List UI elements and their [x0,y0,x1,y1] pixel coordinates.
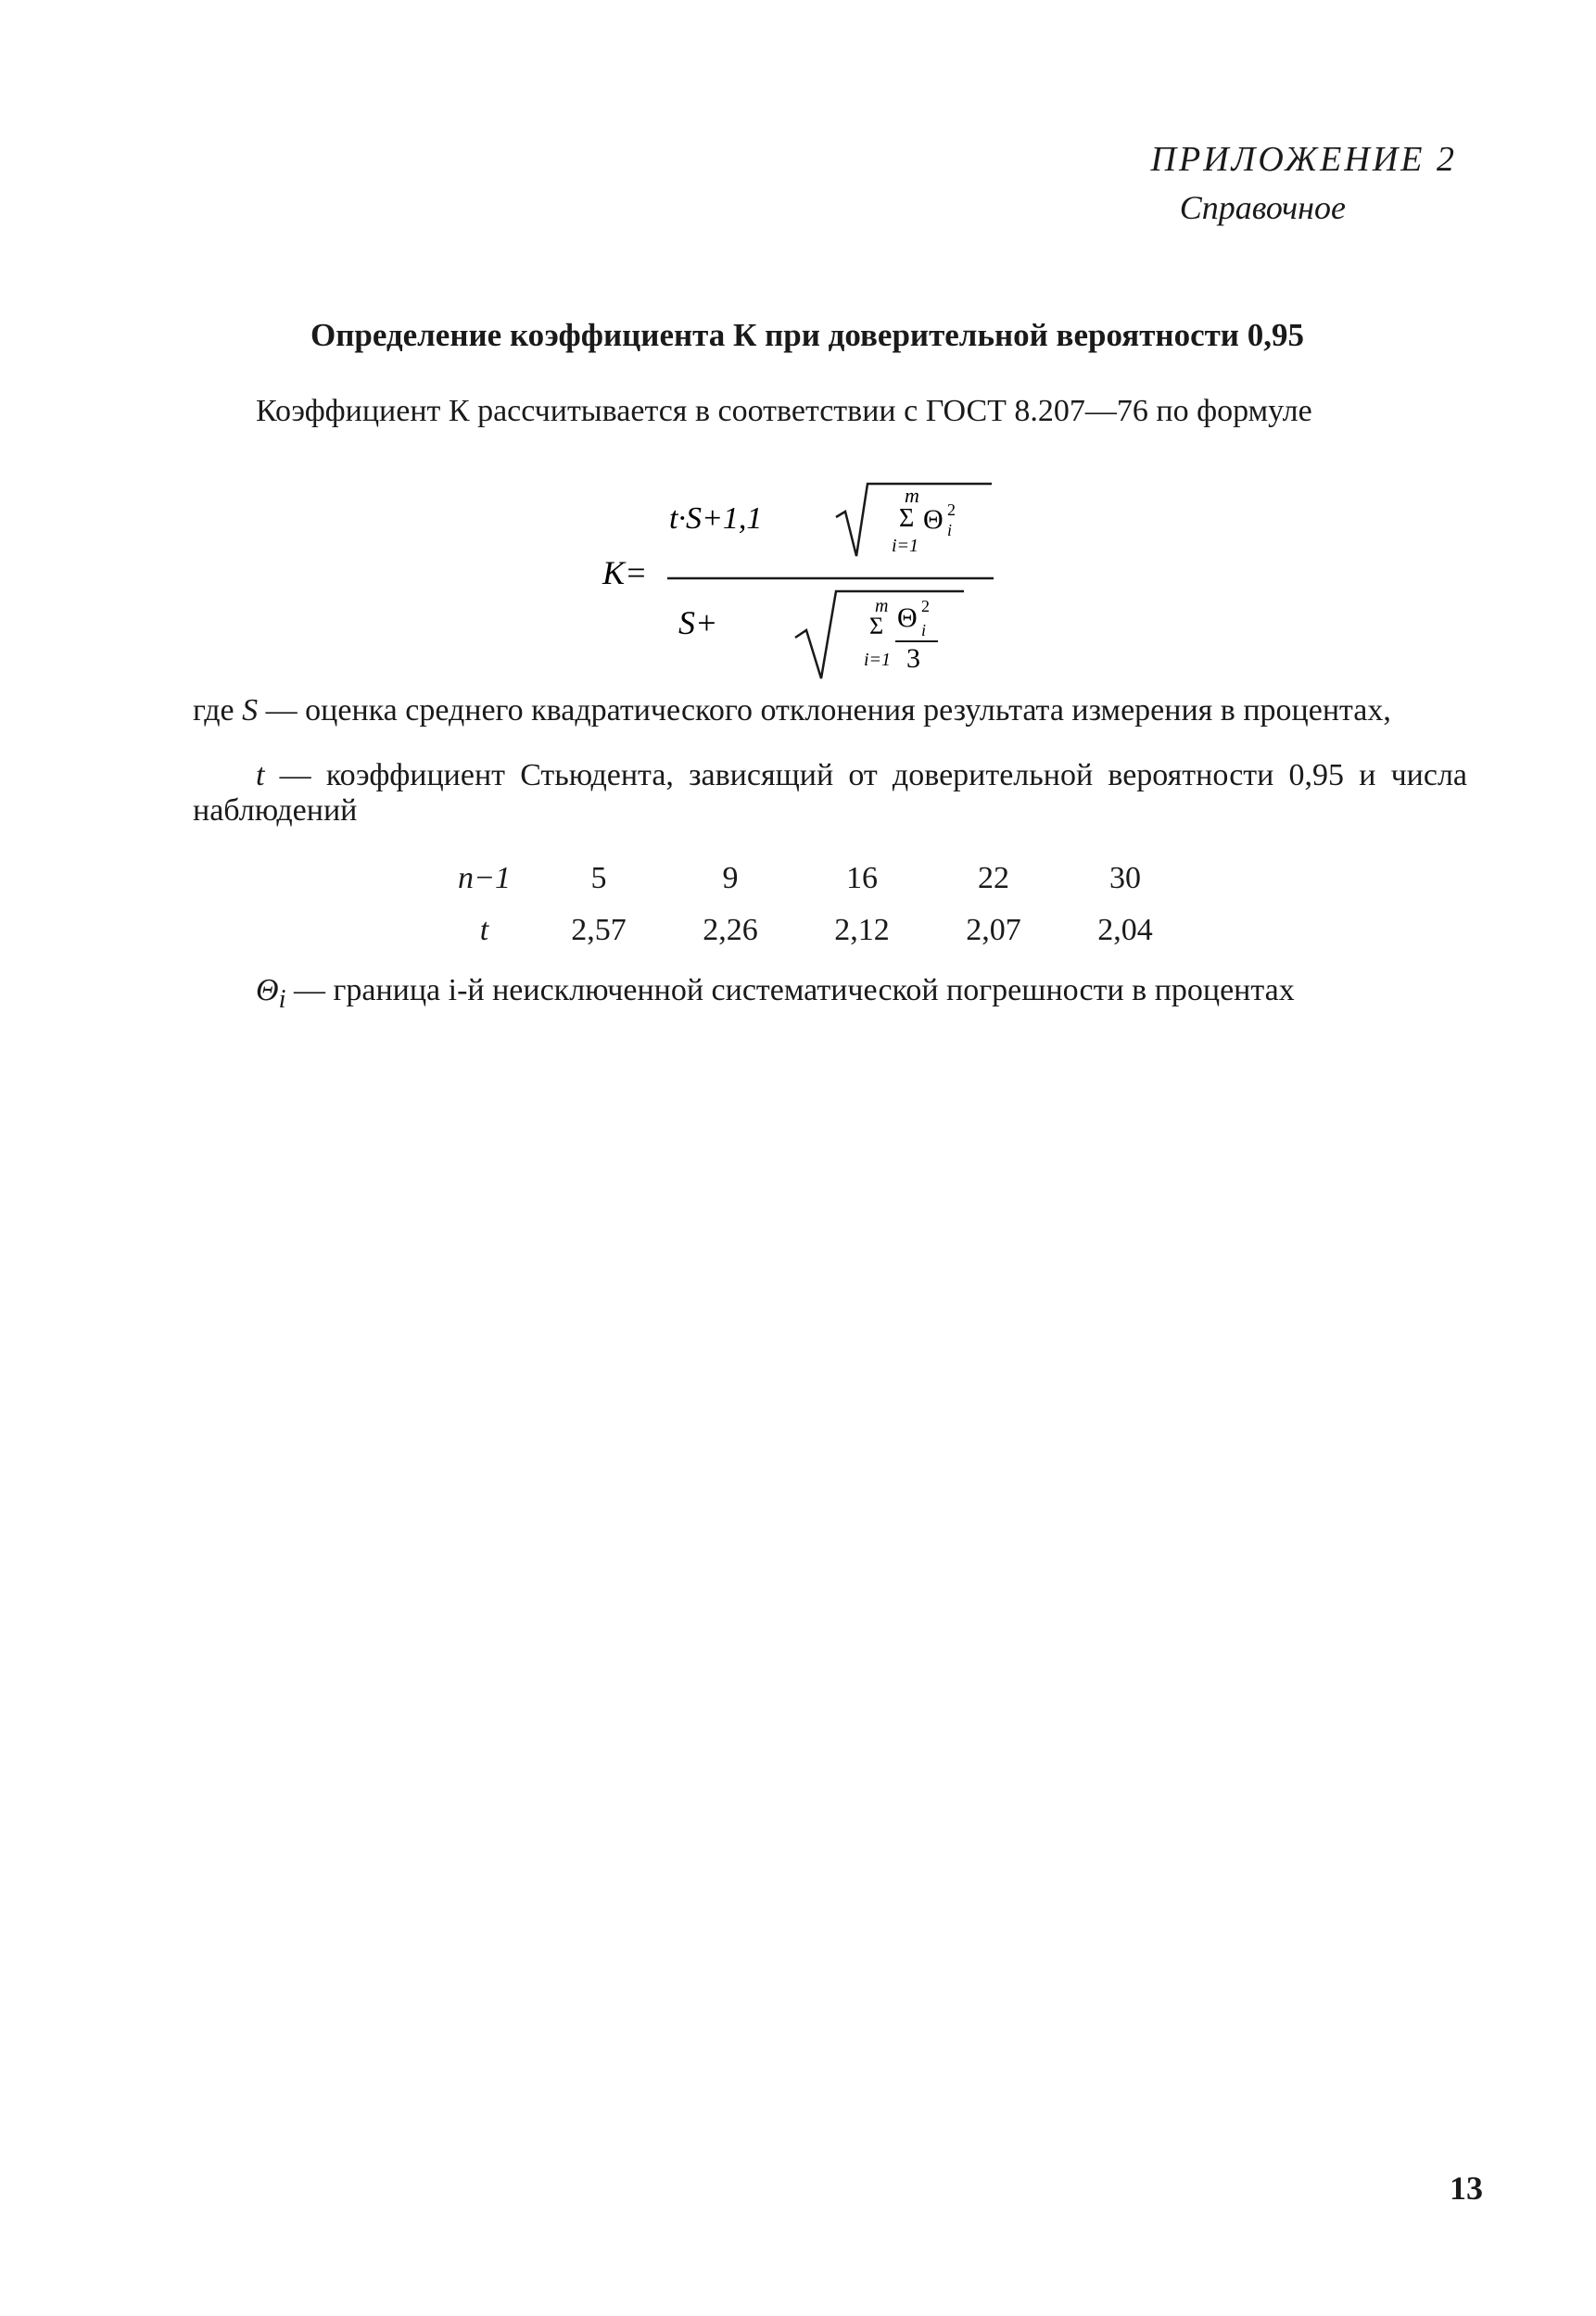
definition-s-symbol: S [242,693,259,728]
num-theta-pow: 2 [947,500,956,519]
formula-numerator-term: t·S+1,1 [669,501,763,536]
table-cell: 22 [978,861,1009,895]
num-theta-sub: i [947,521,953,539]
table-row-n [436,853,1191,905]
num-theta: Θ [923,504,944,535]
formula-denominator-term: S+ [678,604,718,641]
table-cell: 30 [1109,861,1141,895]
k-formula [593,463,1020,695]
intro-paragraph: Коэффициент К рассчитывается в соответствии с ГОСТ 8.207—76 по формуле [256,394,1312,428]
den-sum-lower: i=1 [864,650,892,670]
table-cell: 2,26 [703,913,758,947]
definition-t [193,758,1467,829]
table-cell: 9 [722,861,739,895]
den-theta: Θ [897,602,918,633]
den-divisor: 3 [906,643,920,674]
definition-s [193,693,1467,728]
row-header-n: n−1 [458,861,511,895]
student-coefficient-table [436,853,1191,956]
definition-theta [193,973,1467,1018]
num-sum-lower: i=1 [892,536,919,556]
definition-t-text: — коэффициент Стьюдента, зависящий от доверительной вероятности 0,95 и числа наблюдений [193,758,1468,828]
table-cell: 2,57 [571,913,627,947]
row-header-t: t [479,913,489,947]
definition-s-text: — оценка среднего квадратического отклонения результата измерения в процентах, [265,693,1391,728]
page-number: 13 [1450,2170,1483,2207]
den-sum-upper: m [875,596,889,616]
formula-lhs: K= [602,554,648,591]
definition-s-prefix: где [193,693,234,728]
definition-theta-subscript: i [278,984,286,1014]
appendix-type: Справочное [1179,189,1346,226]
den-theta-sub: i [921,621,927,639]
definition-t-symbol: t [256,758,265,792]
table-cell: 2,07 [966,913,1021,947]
den-theta-pow: 2 [921,597,930,615]
table-cell: 2,04 [1097,913,1153,947]
table-cell: 2,12 [834,913,890,947]
definition-theta-symbol: Θ [256,973,279,1007]
table-cell: 5 [590,861,607,895]
den-sum-sign: Σ [869,613,884,639]
table-row-t [436,905,1191,956]
document-title: Определение коэффициента К при доверительной вероятности 0,95 [310,317,1304,353]
appendix-label: ПРИЛОЖЕНИЕ 2 [1150,140,1457,179]
num-sum-upper: m [905,484,919,507]
num-sum-sign: Σ [899,504,915,533]
definition-theta-text: — граница i-й неисключенной систематической погрешности в процентах [293,973,1295,1007]
table-cell: 16 [846,861,878,895]
